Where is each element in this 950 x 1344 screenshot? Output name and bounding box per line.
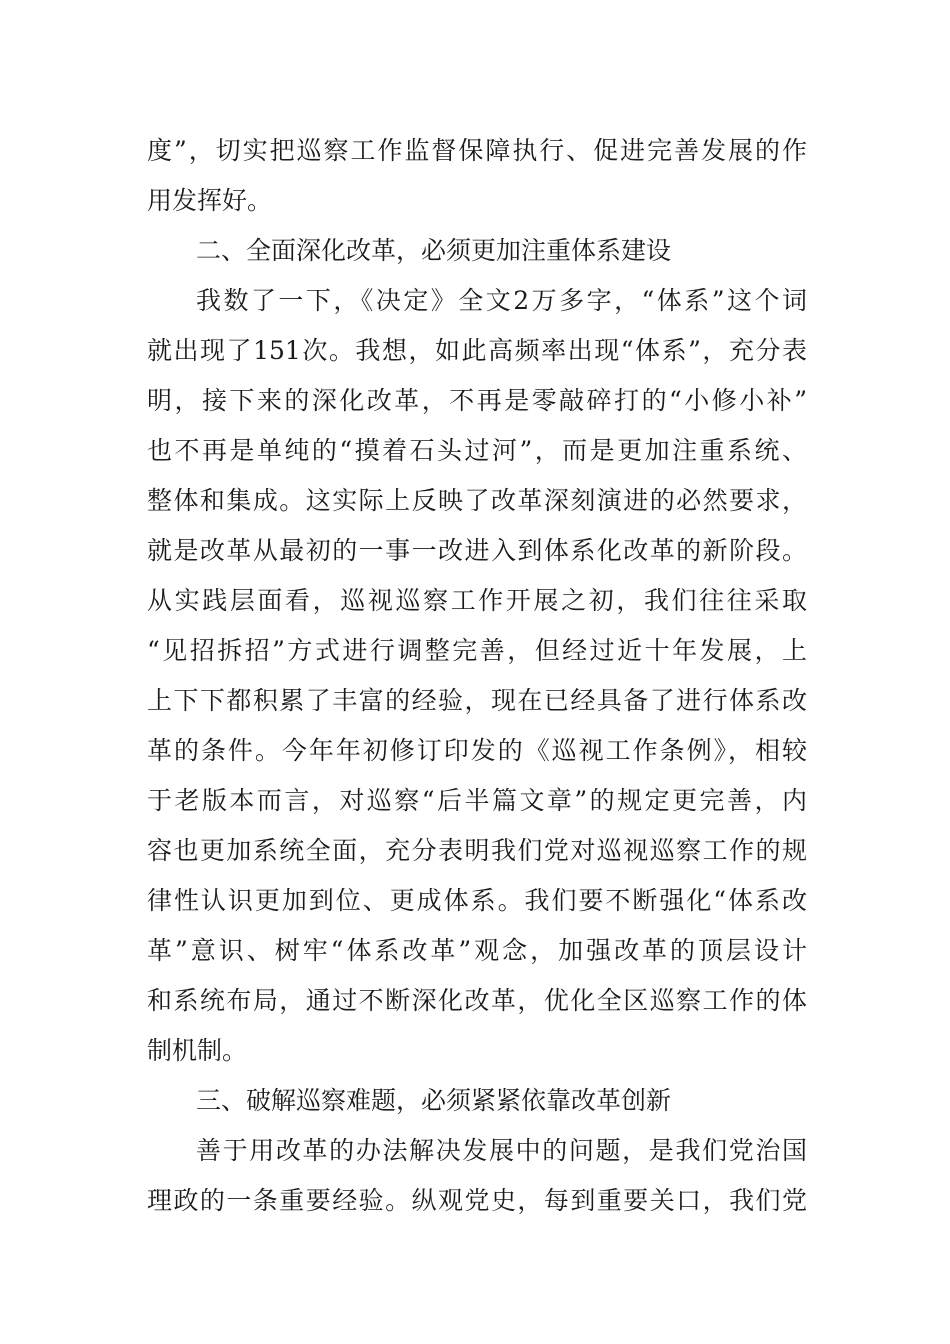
paragraph-line: 也不再是单纯的“摸着石头过河”，而是更加注重系统、 <box>147 436 807 465</box>
paragraph-line: 度”，切实把巡察工作监督保障执行、促进完善发展的作 <box>147 136 807 165</box>
paragraph-line: 明，接下来的深化改革，不再是零敲碎打的“小修小补” <box>147 386 807 415</box>
paragraph-line: 就出现了151次。我想，如此高频率出现“体系”，充分表 <box>147 336 807 365</box>
paragraph-line: 制机制。 <box>147 1036 248 1065</box>
paragraph-line: 整体和集成。这实际上反映了改革深刻演进的必然要求， <box>147 486 807 515</box>
paragraph-line: 理政的一条重要经验。纵观党史，每到重要关口，我们党 <box>147 1186 807 1215</box>
paragraph-line: 革”意识、树牢“体系改革”观念，加强改革的顶层设计 <box>147 936 807 965</box>
paragraph-line: 革的条件。今年年初修订印发的《巡视工作条例》，相较 <box>147 736 807 765</box>
paragraph-line: 容也更加系统全面，充分表明我们党对巡视巡察工作的规 <box>147 836 807 865</box>
paragraph-line: 用发挥好。 <box>147 186 273 215</box>
paragraph-line: “见招拆招”方式进行调整完善，但经过近十年发展，上 <box>147 636 807 665</box>
paragraph-line: 上下下都积累了丰富的经验，现在已经具备了进行体系改 <box>147 686 807 715</box>
paragraph-line: 从实践层面看，巡视巡察工作开展之初，我们往往采取 <box>147 586 807 615</box>
section-heading-2: 二、全面深化改革，必须更加注重体系建设 <box>196 236 672 265</box>
paragraph-line: 我数了一下，《决定》全文2万多字，“体系”这个词 <box>196 286 807 315</box>
paragraph-line: 就是改革从最初的一事一改进入到体系化改革的新阶段。 <box>147 536 807 565</box>
paragraph-line: 和系统布局，通过不断深化改革，优化全区巡察工作的体 <box>147 986 807 1015</box>
section-heading-3: 三、破解巡察难题，必须紧紧依靠改革创新 <box>196 1086 672 1115</box>
paragraph-line: 善于用改革的办法解决发展中的问题，是我们党治国 <box>196 1136 807 1165</box>
paragraph-line: 律性认识更加到位、更成体系。我们要不断强化“体系改 <box>147 886 807 915</box>
paragraph-line: 于老版本而言，对巡察“后半篇文章”的规定更完善，内 <box>147 786 807 815</box>
